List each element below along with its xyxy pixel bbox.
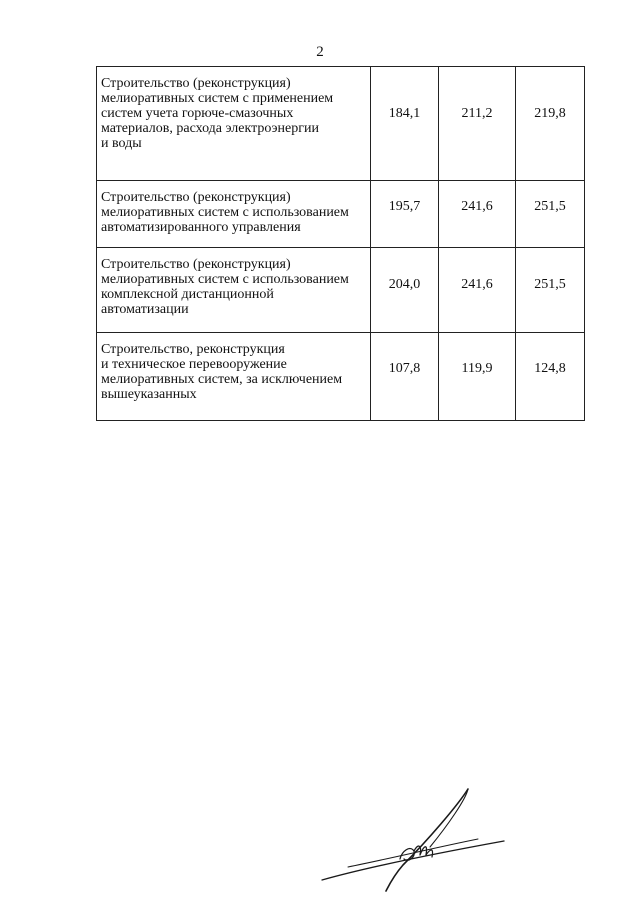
signature-stroke <box>322 841 504 880</box>
value-cell <box>371 248 439 333</box>
value-cell <box>371 67 439 181</box>
value-text: 251,5 <box>534 199 566 214</box>
description-line: комплексной дистанционной <box>101 287 274 302</box>
description-line: систем учета горюче-смазочных <box>101 106 294 121</box>
value-text: 119,9 <box>461 361 493 376</box>
value-text: 219,8 <box>534 106 566 121</box>
description-line: автоматизированного управления <box>101 220 301 235</box>
page-number: 2 <box>316 44 324 60</box>
value-text: 107,8 <box>388 361 421 376</box>
value-cell <box>516 333 585 421</box>
value-text: 195,7 <box>388 199 421 214</box>
data-table <box>96 66 585 421</box>
row-description <box>97 181 371 248</box>
value-cell <box>516 67 585 181</box>
description-line: Строительство (реконструкция) <box>101 257 291 272</box>
table-row <box>97 333 585 421</box>
signature-stroke <box>348 839 478 867</box>
description-line: мелиоративных систем с применением <box>101 91 334 106</box>
description-line: мелиоративных систем с использованием <box>101 272 349 287</box>
table-row <box>97 248 585 333</box>
value-text: 124,8 <box>534 361 566 376</box>
table-row <box>97 181 585 248</box>
value-cell <box>516 181 585 248</box>
description-line: Строительство (реконструкция) <box>101 190 291 205</box>
value-cell <box>516 248 585 333</box>
row-description <box>97 333 371 421</box>
description-line: мелиоративных систем с использованием <box>101 205 349 220</box>
description-line: Строительство (реконструкция) <box>101 76 291 91</box>
value-cell <box>371 181 439 248</box>
table-row <box>97 67 585 181</box>
handwritten-signature <box>318 785 508 895</box>
signature-stroke <box>386 789 468 891</box>
description-line: Строительство, реконструкция <box>101 342 285 357</box>
value-text: 184,1 <box>388 106 421 121</box>
value-cell <box>439 333 516 421</box>
description-line: вышеуказанных <box>101 387 197 402</box>
value-cell <box>439 67 516 181</box>
value-text: 241,6 <box>461 199 493 214</box>
description-line: и воды <box>101 136 142 151</box>
value-text: 204,0 <box>388 277 421 292</box>
value-text: 211,2 <box>461 106 493 121</box>
row-description <box>97 248 371 333</box>
description-line: и техническое перевооружение <box>101 357 287 372</box>
description-line: материалов, расхода электроэнергии <box>101 121 319 136</box>
value-cell <box>439 181 516 248</box>
description-line: мелиоративных систем, за исключением <box>101 372 343 387</box>
row-description <box>97 67 371 181</box>
value-text: 241,6 <box>461 277 493 292</box>
description-line: автоматизации <box>101 302 189 317</box>
value-text: 251,5 <box>534 277 566 292</box>
value-cell <box>371 333 439 421</box>
value-cell <box>439 248 516 333</box>
